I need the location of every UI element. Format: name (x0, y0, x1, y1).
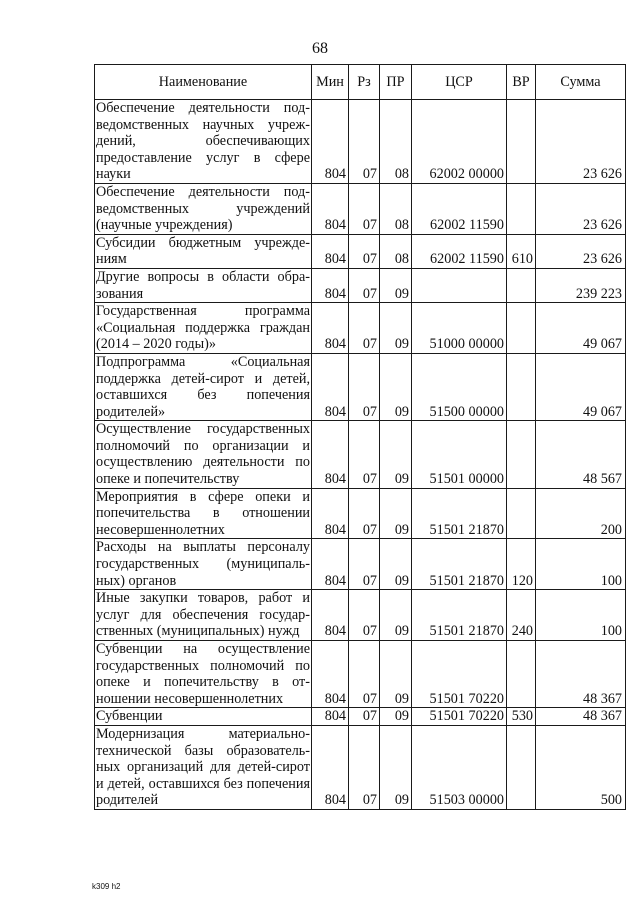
row-sum: 23 626 (536, 100, 626, 184)
row-pr: 09 (380, 641, 412, 708)
row-csr: 62002 00000 (412, 100, 507, 184)
row-pr: 08 (380, 100, 412, 184)
row-name: Другие вопросы в области образования (96, 268, 310, 302)
header-pr: ПР (380, 65, 412, 100)
row-rz: 07 (349, 183, 380, 234)
row-sum: 48 567 (536, 421, 626, 488)
row-vr (507, 183, 536, 234)
row-min: 804 (312, 421, 349, 488)
row-min: 804 (312, 234, 349, 268)
table-row (95, 708, 626, 726)
row-min: 804 (312, 725, 349, 809)
table-row (95, 539, 626, 590)
table-row (95, 353, 626, 420)
row-sum: 239 223 (536, 268, 626, 302)
row-csr: 51500 00000 (412, 353, 507, 420)
row-vr (507, 421, 536, 488)
header-sum: Сумма (536, 65, 626, 100)
row-rz: 07 (349, 100, 380, 184)
row-rz: 07 (349, 539, 380, 590)
row-pr: 08 (380, 234, 412, 268)
table-row (95, 590, 626, 641)
row-csr: 62002 11590 (412, 183, 507, 234)
row-vr: 530 (507, 708, 536, 726)
footer-code: k309 h2 (92, 882, 121, 891)
table-row (95, 234, 626, 268)
row-vr: 240 (507, 590, 536, 641)
row-rz: 07 (349, 421, 380, 488)
row-name: Субвенции (95, 708, 312, 726)
row-pr: 09 (380, 303, 412, 354)
row-rz: 07 (349, 708, 380, 726)
row-name: Мероприятия в сфере опеки и попечительства в отношении несовершеннолетних (96, 488, 310, 538)
row-pr: 09 (380, 539, 412, 590)
row-name: Иные закупки товаров, работ и услуг для обеспечения государственных (муниципальных) нужд (96, 590, 310, 640)
row-min: 804 (312, 590, 349, 641)
header-name: Наименование (95, 65, 312, 100)
row-vr (507, 725, 536, 809)
row-min: 804 (312, 488, 349, 539)
table-row (95, 421, 626, 488)
row-vr (507, 268, 536, 302)
row-name: Государственная программа «Социальная поддержка граждан (2014 – 2020 годы)» (96, 303, 310, 353)
row-csr (412, 268, 507, 302)
page-number: 68 (312, 40, 328, 57)
row-vr (507, 353, 536, 420)
row-rz: 07 (349, 268, 380, 302)
table-row (95, 303, 626, 354)
row-name: Осуществление государственных полномочий по организации и осуществлению деятельности по опеке и попечительству (96, 421, 310, 488)
row-pr: 09 (380, 708, 412, 726)
row-sum: 100 (536, 539, 626, 590)
row-sum: 49 067 (536, 353, 626, 420)
row-rz: 07 (349, 590, 380, 641)
table-row (95, 183, 626, 234)
budget-table (94, 64, 626, 810)
row-min: 804 (312, 100, 349, 184)
row-rz: 07 (349, 725, 380, 809)
row-name: Обеспечение деятельности подведомственных научных учреждений, обеспечивающих предоставление услуг в сфере науки (96, 100, 310, 183)
row-vr (507, 100, 536, 184)
row-csr: 51503 00000 (412, 725, 507, 809)
row-pr: 09 (380, 421, 412, 488)
row-sum: 49 067 (536, 303, 626, 354)
table-row (95, 488, 626, 539)
row-rz: 07 (349, 303, 380, 354)
row-name: Субвенции на осуществление государственных полномочий по опеке и попечительству в отношении несовершеннолетних (96, 641, 310, 707)
table-row (95, 725, 626, 809)
row-sum: 200 (536, 488, 626, 539)
row-rz: 07 (349, 353, 380, 420)
row-csr: 51501 21870 (412, 590, 507, 641)
row-sum: 100 (536, 590, 626, 641)
table-header-row (95, 65, 626, 100)
row-name: Субсидии бюджетным учреждениям (96, 234, 310, 268)
row-name: Расходы на выплаты персоналу государственных (муниципальных) органов (96, 539, 310, 589)
row-csr: 62002 11590 (412, 234, 507, 268)
row-csr: 51501 00000 (412, 421, 507, 488)
row-sum: 48 367 (536, 708, 626, 726)
row-min: 804 (312, 539, 349, 590)
header-vr: ВР (507, 65, 536, 100)
row-sum: 48 367 (536, 641, 626, 708)
row-sum: 500 (536, 725, 626, 809)
row-pr: 08 (380, 183, 412, 234)
row-min: 804 (312, 708, 349, 726)
row-pr: 09 (380, 488, 412, 539)
row-vr: 120 (507, 539, 536, 590)
row-pr: 09 (380, 590, 412, 641)
row-pr: 09 (380, 268, 412, 302)
row-min: 804 (312, 641, 349, 708)
header-rz: Рз (349, 65, 380, 100)
table-row (95, 268, 626, 302)
row-csr: 51501 21870 (412, 488, 507, 539)
table-row (95, 641, 626, 708)
row-sum: 23 626 (536, 183, 626, 234)
row-csr: 51501 70220 (412, 708, 507, 726)
row-rz: 07 (349, 234, 380, 268)
header-min: Мин (312, 65, 349, 100)
row-name: Обеспечение деятельности подведомственных учреждений (научные учреждения) (96, 183, 310, 234)
row-pr: 09 (380, 725, 412, 809)
row-vr: 610 (507, 234, 536, 268)
row-csr: 51000 00000 (412, 303, 507, 354)
row-vr (507, 488, 536, 539)
header-csr: ЦСР (412, 65, 507, 100)
row-csr: 51501 21870 (412, 539, 507, 590)
row-min: 804 (312, 183, 349, 234)
row-name: Модернизация материально-технической базы образовательных организаций для детей-сирот и детей, оставшихся без попечения родителей (96, 725, 310, 809)
row-vr (507, 641, 536, 708)
row-pr: 09 (380, 353, 412, 420)
row-csr: 51501 70220 (412, 641, 507, 708)
row-rz: 07 (349, 641, 380, 708)
row-rz: 07 (349, 488, 380, 539)
row-sum: 23 626 (536, 234, 626, 268)
row-name: Подпрограмма «Социальная поддержка детей-сирот и детей, оставшихся без попечения родителей» (96, 353, 310, 420)
table-row (95, 100, 626, 184)
row-min: 804 (312, 268, 349, 302)
row-vr (507, 303, 536, 354)
row-min: 804 (312, 353, 349, 420)
row-min: 804 (312, 303, 349, 354)
